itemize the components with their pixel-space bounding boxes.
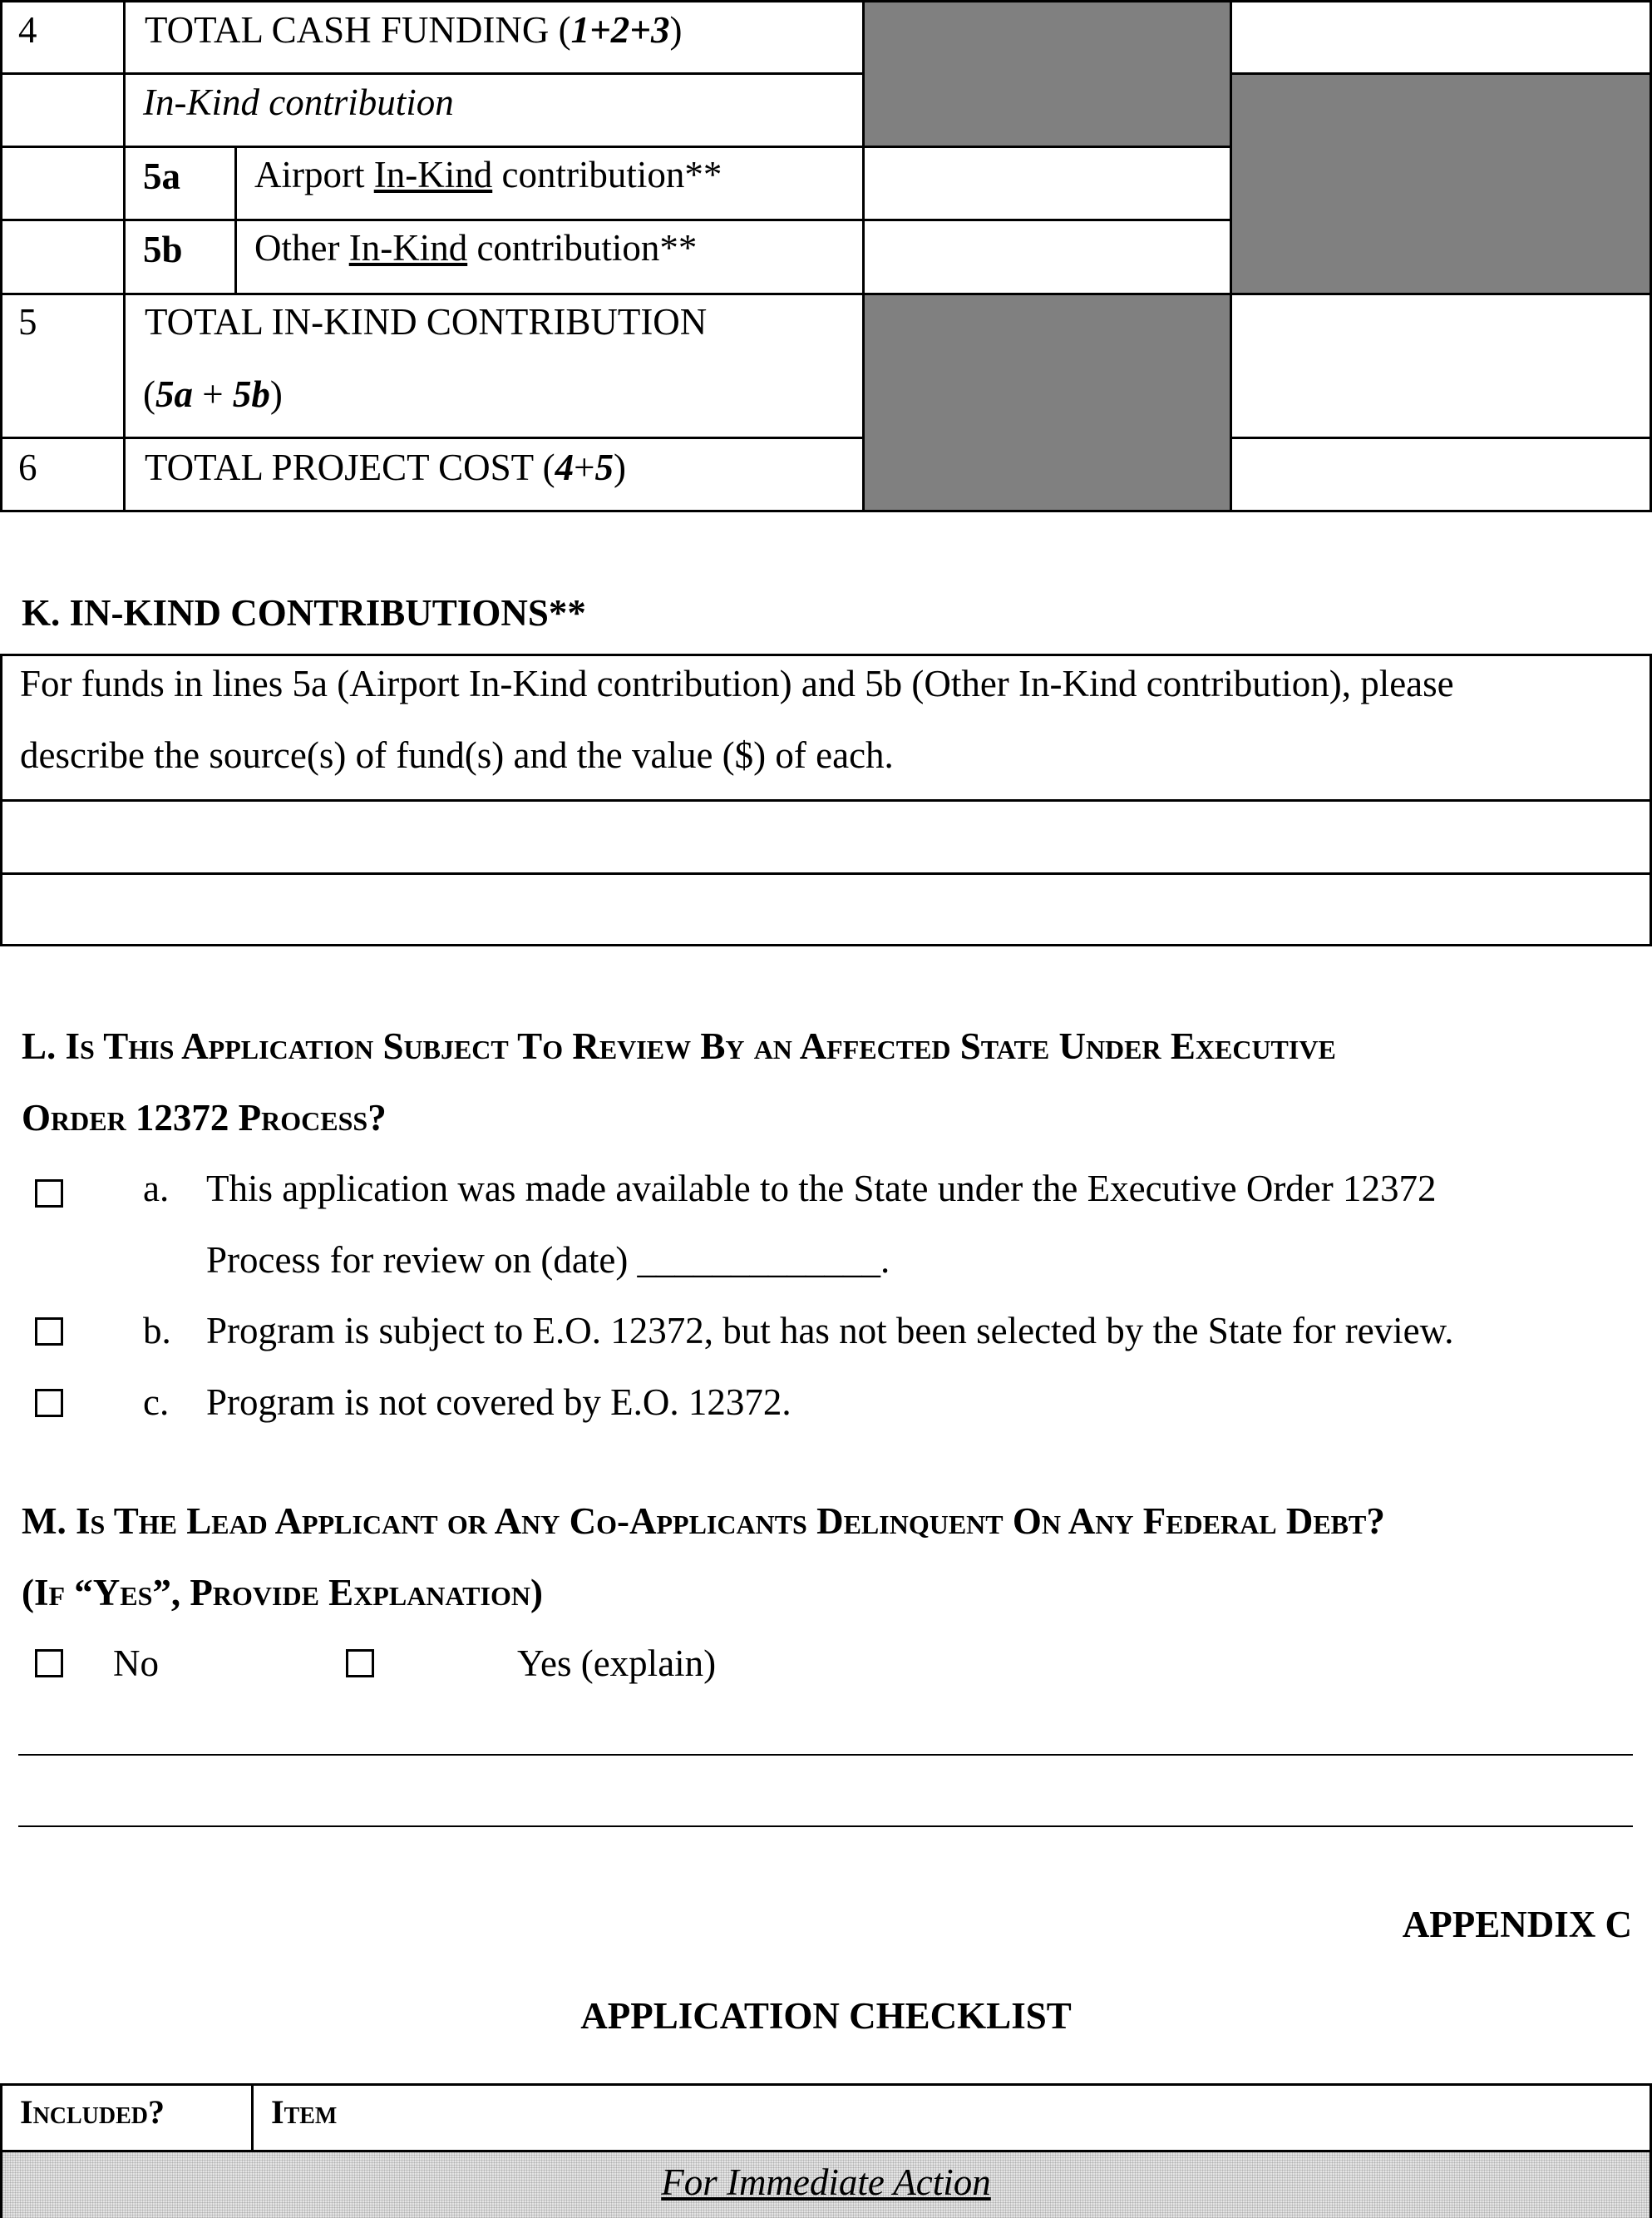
in-kind-entry-row[interactable] <box>2 802 1650 872</box>
section-m-title: M. Is The Lead Applicant or Any Co-Applicants Delinquent On Any Federal Debt? <box>22 1500 1385 1542</box>
yes-label: Yes (explain) <box>517 1643 717 1684</box>
total-in-kind-formula: (5a + 5b) <box>143 373 283 415</box>
other-in-kind-label: Other In-Kind contribution** <box>254 227 698 269</box>
appendix-label: APPENDIX C <box>1402 1904 1632 1945</box>
shaded-cell <box>863 0 1230 146</box>
total-cash-funding-label: TOTAL CASH FUNDING (1+2+3) <box>145 9 683 51</box>
section-k-title: K. IN-KIND CONTRIBUTIONS** <box>22 592 586 634</box>
row-code-5b: 5b <box>143 229 183 270</box>
in-kind-contribution-label: In-Kind contribution <box>143 82 454 123</box>
airport-in-kind-label: Airport In-Kind contribution** <box>254 154 722 195</box>
explanation-line[interactable] <box>18 1825 1633 1827</box>
option-b-text: Program is subject to E.O. 12372, but has not been selected by the State for review. <box>206 1310 1454 1351</box>
option-c-checkbox[interactable] <box>35 1389 63 1417</box>
option-letter: c. <box>143 1381 170 1423</box>
option-c-text: Program is not covered by E.O. 12372. <box>206 1381 791 1423</box>
section-l-title: Order 12372 Process? <box>22 1097 387 1139</box>
section-band-label: For Immediate Action <box>661 2161 991 2203</box>
total-in-kind-label: TOTAL IN-KIND CONTRIBUTION <box>145 301 708 343</box>
col-header-included: Included? <box>20 2093 165 2131</box>
no-label: No <box>113 1643 159 1684</box>
section-l-title: L. Is This Application Subject To Review By an Affected State Under Executive <box>22 1025 1336 1067</box>
row-code-5a: 5a <box>143 156 180 197</box>
shaded-cell <box>863 294 1230 512</box>
in-kind-entry-row[interactable] <box>2 875 1650 944</box>
no-checkbox[interactable] <box>35 1649 63 1677</box>
explanation-line[interactable] <box>18 1754 1633 1756</box>
option-a-checkbox[interactable] <box>35 1179 63 1208</box>
option-b-checkbox[interactable] <box>35 1317 63 1346</box>
shaded-cell <box>1230 73 1651 294</box>
section-band <box>2 2152 1650 2218</box>
section-m-title: (If “Yes”, Provide Explanation) <box>22 1572 543 1613</box>
option-letter: b. <box>143 1310 171 1351</box>
total-project-cost-label: TOTAL PROJECT COST (4+5) <box>145 447 626 488</box>
option-letter: a. <box>143 1168 170 1209</box>
section-k-instructions: For funds in lines 5a (Airport In-Kind contribution) and 5b (Other In-Kind contribution), please <box>20 663 1454 704</box>
option-a-text: This application was made available to the State under the Executive Order 12372 <box>206 1168 1437 1209</box>
yes-checkbox[interactable] <box>346 1649 374 1677</box>
row-number: 5 <box>18 301 37 343</box>
option-a-text: Process for review on (date) _____________. <box>206 1239 890 1281</box>
row-number: 4 <box>18 9 37 51</box>
section-k-instructions: describe the source(s) of fund(s) and the value ($) of each. <box>20 734 894 776</box>
checklist-title: APPLICATION CHECKLIST <box>580 1995 1072 2037</box>
col-header-item: Item <box>271 2093 338 2131</box>
row-number: 6 <box>18 447 37 488</box>
